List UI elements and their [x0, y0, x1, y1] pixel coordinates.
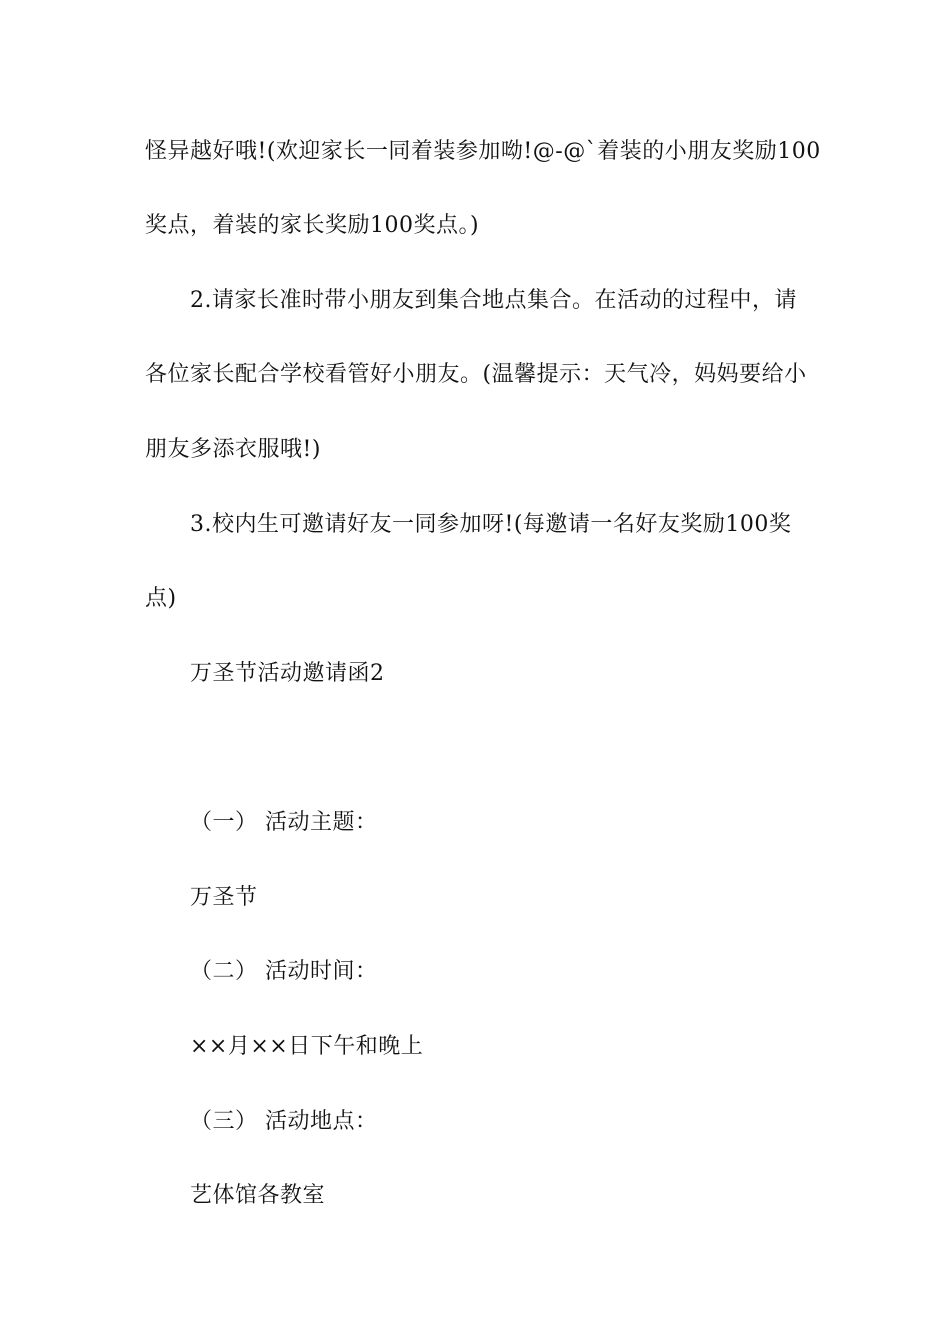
item-2-line-1: 2.请家长准时带小朋友到集合地点集合。在活动的过程中，请 [190, 288, 797, 313]
item-2-line-2: 各位家长配合学校看管好小朋友。(温馨提示：天气冷，妈妈要给小 [145, 362, 807, 387]
time-value: ××月××日下午和晚上 [190, 1034, 424, 1059]
heading-theme: （一） 活动主题： [190, 810, 378, 835]
item-2-line-3: 朋友多添衣服哦!) [145, 437, 321, 462]
theme-value: 万圣节 [190, 885, 258, 910]
heading-location: （三） 活动地点： [190, 1109, 378, 1134]
paragraph-1-line-1: 怪异越好哦!(欢迎家长一同着装参加呦!@-@`着装的小朋友奖励100 [145, 139, 821, 164]
item-3-line-1: 3.校内生可邀请好友一同参加呀!(每邀请一名好友奖励100奖 [190, 512, 792, 537]
paragraph-1-line-2: 奖点，着装的家长奖励100奖点。) [145, 213, 480, 238]
location-value: 艺体馆各教室 [190, 1183, 326, 1208]
section-title: 万圣节活动邀请函2 [190, 661, 385, 686]
heading-time: （二） 活动时间： [190, 959, 378, 984]
item-3-line-2: 点) [145, 586, 177, 611]
